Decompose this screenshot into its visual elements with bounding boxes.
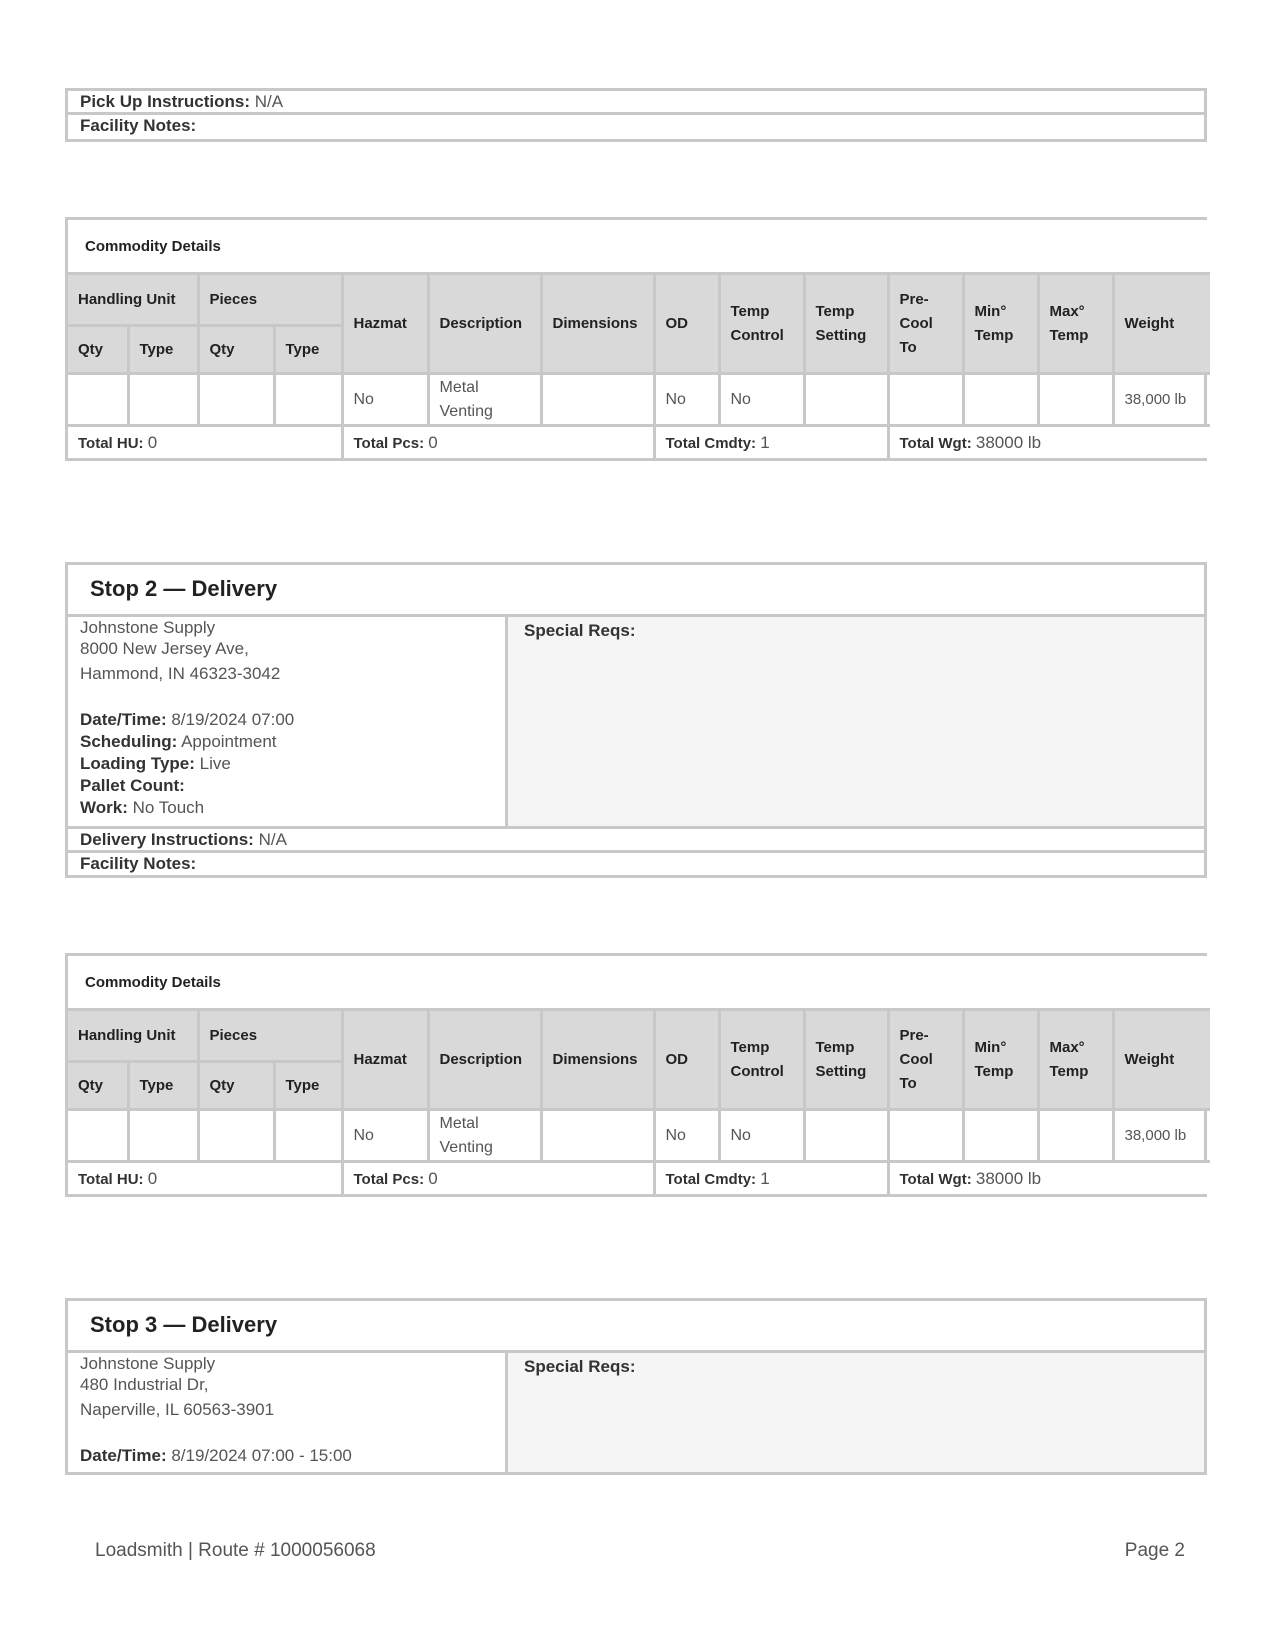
dimensions-cell [541, 1110, 654, 1162]
weight-cell: 38,000 lb [1113, 1110, 1210, 1162]
min-temp-cell [963, 1110, 1038, 1162]
pieces-header: Pieces [198, 274, 342, 326]
pieces-type-cell [274, 1110, 342, 1162]
datetime-value: 8/19/2024 07:00 [171, 710, 295, 729]
total-pcs-value: 0 [428, 432, 438, 452]
footer-page-number: Page 2 [1124, 1540, 1185, 1561]
temp-setting-cell [804, 1110, 888, 1162]
total-cmdty [654, 1162, 888, 1195]
total-cmdty-value: 1 [760, 1168, 770, 1188]
temp-control-header: Temp Control [719, 274, 804, 374]
stop-3-special-reqs [508, 1353, 1204, 1472]
pieces-qty-cell [198, 1110, 274, 1162]
stop-2-datetime [80, 709, 493, 731]
handling-unit-header: Handling Unit [68, 1010, 198, 1062]
total-wgt-label: Total Wgt: [899, 434, 972, 452]
stop-3-title: Stop 3 — Delivery [68, 1301, 1204, 1353]
hu-qty-header: Qty [68, 1062, 128, 1110]
max-temp-cell [1038, 1110, 1113, 1162]
datetime-value: 8/19/2024 07:00 - 15:00 [171, 1446, 352, 1465]
temp-control-cell: No [719, 1110, 804, 1162]
weight-cell: 38,000 lb [1113, 374, 1210, 426]
pre-cool-header: Pre-Cool To [888, 1010, 963, 1110]
pieces-type-header: Type [274, 326, 342, 374]
pickup-facility-notes-row [68, 115, 1204, 139]
delivery-instructions-label: Delivery Instructions: [80, 830, 254, 849]
commodity-details-table-2 [65, 953, 1207, 1197]
total-hu-value: 0 [147, 432, 158, 452]
total-hu-label: Total HU: [78, 1170, 144, 1188]
stop-2-facility-notes-row [68, 853, 1204, 875]
stop-2-loading-type [80, 753, 493, 775]
handling-unit-header: Handling Unit [68, 274, 198, 326]
description-cell: Metal Venting [428, 374, 541, 426]
pieces-qty-cell [198, 374, 274, 426]
pickup-instructions-row [68, 91, 1204, 115]
total-cmdty-value: 1 [760, 432, 770, 452]
pickup-notes-box [65, 88, 1207, 142]
special-reqs-label: Special Reqs: [524, 1357, 636, 1376]
stop-2-pallet-count [80, 775, 493, 797]
stop-3-address-line-2: Naperville, IL 60563-3901 [80, 1400, 275, 1419]
hu-type-header: Type [128, 326, 198, 374]
loading-type-label: Loading Type: [80, 754, 195, 773]
pieces-qty-header: Qty [198, 1062, 274, 1110]
stop-2-scheduling [80, 731, 493, 753]
pickup-instructions-label: Pick Up Instructions: [80, 92, 251, 111]
stop-2-details [68, 617, 508, 826]
loading-type-value: Live [199, 754, 231, 773]
od-cell: No [654, 1110, 719, 1162]
work-value: No Touch [132, 798, 205, 817]
min-temp-header: Min° Temp [963, 274, 1038, 374]
footer-route: Loadsmith | Route # 1000056068 [95, 1540, 376, 1561]
max-temp-header: Max° Temp [1038, 274, 1113, 374]
total-cmdty-label: Total Cmdty: [665, 434, 757, 452]
pre-cool-header: Pre-Cool To [888, 274, 963, 374]
total-wgt-value: 38000 lb [975, 432, 1042, 452]
commodity-details-table-1 [65, 217, 1207, 461]
pre-cool-cell [888, 374, 963, 426]
dimensions-header: Dimensions [541, 1010, 654, 1110]
datetime-label: Date/Time: [80, 1446, 167, 1465]
temp-setting-header: Temp Setting [804, 274, 888, 374]
total-hu [68, 1162, 342, 1195]
total-wgt-label: Total Wgt: [899, 1170, 972, 1188]
description-header: Description [428, 274, 541, 374]
totals-row [68, 1162, 1210, 1195]
scheduling-value: Appointment [181, 732, 277, 751]
total-hu [68, 426, 342, 459]
stop-3-company: Johnstone Supply [80, 1354, 216, 1373]
total-wgt [888, 1162, 1210, 1195]
total-cmdty-label: Total Cmdty: [665, 1170, 757, 1188]
total-pcs-label: Total Pcs: [353, 434, 425, 452]
stop-2-box [65, 562, 1207, 878]
scheduling-label: Scheduling: [80, 732, 178, 751]
hazmat-cell: No [342, 1110, 428, 1162]
description-cell: Metal Venting [428, 1110, 541, 1162]
total-pcs [342, 426, 654, 459]
facility-notes-label: Facility Notes: [80, 116, 197, 135]
total-pcs-value: 0 [428, 1168, 438, 1188]
stop-2-work [80, 797, 493, 819]
total-wgt-value: 38000 lb [975, 1168, 1042, 1188]
pieces-type-cell [274, 374, 342, 426]
max-temp-header: Max° Temp [1038, 1010, 1113, 1110]
stop-2-special-reqs [508, 617, 1204, 826]
temp-setting-cell [804, 374, 888, 426]
pieces-qty-header: Qty [198, 326, 274, 374]
work-label: Work: [80, 798, 128, 817]
commodity-details-caption: Commodity Details [68, 956, 1210, 1010]
stop-3-datetime [80, 1445, 493, 1467]
hu-type-cell [128, 1110, 198, 1162]
stop-3-box [65, 1298, 1207, 1475]
stop-2-address-line-2: Hammond, IN 46323-3042 [80, 664, 281, 683]
od-header: OD [654, 274, 719, 374]
hu-type-header: Type [128, 1062, 198, 1110]
pallet-count-label: Pallet Count: [80, 776, 185, 795]
pieces-header: Pieces [198, 1010, 342, 1062]
total-hu-value: 0 [147, 1168, 158, 1188]
hu-type-cell [128, 374, 198, 426]
datetime-label: Date/Time: [80, 710, 167, 729]
stop-3-address-line-1: 480 Industrial Dr, [80, 1375, 209, 1394]
pieces-type-header: Type [274, 1062, 342, 1110]
od-cell: No [654, 374, 719, 426]
total-wgt [888, 426, 1210, 459]
total-pcs-label: Total Pcs: [353, 1170, 425, 1188]
stop-2-title: Stop 2 — Delivery [68, 565, 1204, 617]
totals-row [68, 426, 1210, 459]
dimensions-cell [541, 374, 654, 426]
hazmat-header: Hazmat [342, 274, 428, 374]
description-header: Description [428, 1010, 541, 1110]
total-cmdty [654, 426, 888, 459]
weight-header: Weight [1113, 1010, 1210, 1110]
min-temp-header: Min° Temp [963, 1010, 1038, 1110]
table-row [68, 1110, 1210, 1162]
delivery-instructions-value: N/A [258, 830, 287, 849]
weight-header: Weight [1113, 274, 1210, 374]
stop-2-company: Johnstone Supply [80, 618, 216, 637]
total-pcs [342, 1162, 654, 1195]
temp-control-cell: No [719, 374, 804, 426]
table-row [68, 374, 1210, 426]
hu-qty-header: Qty [68, 326, 128, 374]
hu-qty-cell [68, 1110, 128, 1162]
min-temp-cell [963, 374, 1038, 426]
stop-2-address-line-1: 8000 New Jersey Ave, [80, 639, 249, 658]
delivery-instructions-row [68, 829, 1204, 853]
hazmat-cell: No [342, 374, 428, 426]
od-header: OD [654, 1010, 719, 1110]
pickup-instructions-value: N/A [254, 92, 284, 111]
dimensions-header: Dimensions [541, 274, 654, 374]
temp-setting-header: Temp Setting [804, 1010, 888, 1110]
hu-qty-cell [68, 374, 128, 426]
temp-control-header: Temp Control [719, 1010, 804, 1110]
hazmat-header: Hazmat [342, 1010, 428, 1110]
max-temp-cell [1038, 374, 1113, 426]
pre-cool-cell [888, 1110, 963, 1162]
facility-notes-label: Facility Notes: [80, 854, 197, 873]
total-hu-label: Total HU: [78, 434, 144, 452]
special-reqs-label: Special Reqs: [524, 621, 636, 640]
commodity-details-caption: Commodity Details [68, 220, 1210, 274]
stop-3-details [68, 1353, 508, 1472]
